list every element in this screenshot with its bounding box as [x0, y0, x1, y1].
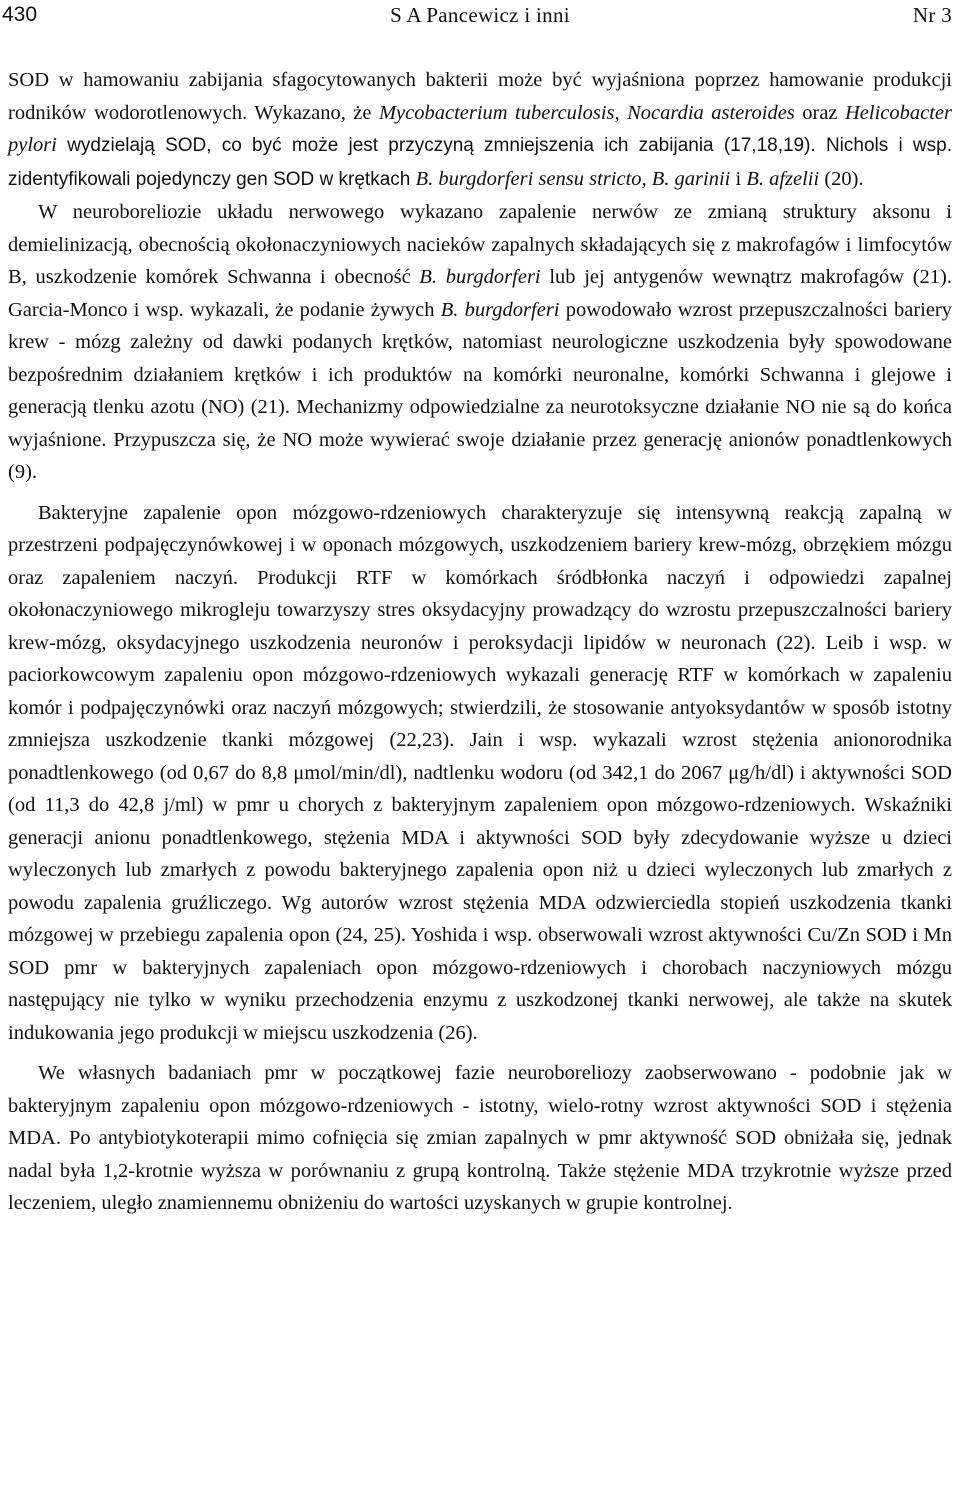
paragraph-3: [8, 497, 952, 1050]
italic-term: B. burgdorferi: [440, 298, 560, 321]
text-run: i: [730, 167, 747, 190]
text-run: SOD w hamowaniu zabijania sfagocytowanych bakterii może być wyjaśniona poprzez hamowanie produkcji rodników wodorotlenowych. Wykazano, że: [8, 69, 952, 124]
page-header: [0, 0, 960, 34]
text-run: Bakteryjne zapalenie opon mózgowo-rdzeniowych charakteryzuje się intensywną reakcją zapalną w przestrzeni podpajęczynówkowej i w oponach mózgowych, uszkodzeniem bariery krew-mózg, obrzękiem mózgu oraz zapaleniem naczyń. Produkcji RTF w komórkach śródbłonka naczyń i odpowiedzi zapalnej okołonaczyniowego mikrogleju towarzyszy stres oksydacyjny prowadzący do wzrostu przepuszczalności bariery krew-mózg, oksydacyjnego uszkodzenia neuronów i peroksydacji lipidów w neuronach (22). Leib i wsp. w paciorkowcowym zapaleniu opon mózgowo-rdzeniowych wykazali generację RTF w komórkach w zapaleniu komór i podpajęczynówki oraz naczyń mózgowych; stwierdzili, że stosowanie antyoksydantów w sposób istotny zmniejsza uszkodzenie tkanki mózgowej (22,23). Jain i wsp. wykazali wzrost stężenia anionorodnika ponadtlenkowego (od 0,67 do 8,8 μmol/min/dl), nadtlenku wodoru (od 342,1 do 2067 μg/h/dl) i aktywności SOD (od 11,3 do 42,8 j/ml) w pmr u chorych z bakteryjnym zapaleniem opon mózgowo-rdzeniowych. Wskaźniki generacji anionu ponadtlenkowego, stężenia MDA i aktywności SOD były zdecydowanie wyższe u dzieci wyleczonych lub zmarłych z powodu bakteryjnego zapalenia opon niż u dzieci wyleczonych lub zmarłych z powodu zapalenia gruźliczego. Wg autorów wzrost stężenia MDA odzwierciedla stopień uszkodzenia tkanki mózgowej w przebiegu zapalenia opon (24, 25). Yoshida i wsp. obserwowali wzrost aktywności Cu/Zn SOD i Mn SOD pmr w bakteryjnych zapaleniach opon mózgowo-rdzeniowych i chorobach naczyniowych mózgu następujący nie tylko w wyniku przechodzenia enzymu z uszkodzonej tkanki nerwowej, ale także na skutek indukowania jego produkcji w miejscu uszkodzenia (26).: [8, 501, 952, 1044]
running-title: S A Pancewicz i inni: [390, 3, 570, 27]
paragraph-2: [8, 196, 952, 489]
page-number: 430: [2, 3, 38, 26]
text-run: We własnych badaniach pmr w początkowej fazie neuroboreliozy zaobserwowano - podobnie jak w bakteryjnym zapaleniu opon mózgowo-rdzeniowych - istotny, wielo-rotny wzrost aktywności SOD i stężenia MDA. Po antybiotykoterapii mimo cofnięcia się zmian zapalnych w pmr aktywność SOD obniżała się, jednak nadal była 1,2-krotnie wyższa w porównaniu z grupą kontrolną. Także stężenie MDA trzykrotnie wyższe przed leczeniem, uległo znamiennemu obniżeniu do wartości uzyskanych w grupie kontrolnej.: [8, 1062, 952, 1214]
italic-term: Helicobacter pylori: [8, 101, 952, 156]
article-body: [8, 64, 952, 1220]
italic-term: Mycobacterium tuberculosis, Nocardia asteroides: [378, 101, 795, 124]
text-run: oraz: [794, 101, 845, 124]
paragraph-4: [8, 1057, 952, 1220]
text-run: (20).: [819, 167, 864, 190]
text-run: W neuroboreliozie układu nerwowego wykazano zapalenie nerwów ze zmianą struktury aksonu i demielinizacją, obecnością okołonaczyniowych nacieków zapalnych składających się z makrofagów i limfocytów B, uszkodzenie komórek Schwanna i obecność: [8, 201, 952, 288]
issue-number: Nr 3: [912, 3, 952, 27]
paragraph-1: [8, 64, 952, 196]
text-run: wydzielają SOD, co być może jest przyczyną zmniejszenia ich zabijania (17,18,19). Nichols i wsp. zidentyfikowali pojedynczy gen SOD w krętkach: [8, 135, 952, 190]
italic-term: B. burgdorferi: [419, 266, 541, 288]
text-run: lub jej antygenów wewnątrz makrofagów (21). Garcia-Monco i wsp. wykazali, że podanie żywych: [8, 266, 952, 321]
italic-term: B. afzelii: [746, 167, 820, 190]
text-run: powodowało wzrost przepuszczalności bariery krew - mózg zależny od dawki podanych krętków, natomiast neurologiczne uszkodzenia były spowodowane bezpośrednim działaniem krętków i ich produktów na komórki neuronalne, komórki Schwanna i glejowe i generacją tlenku azotu (NO) (21). Mechanizmy odpowiedzialne za neurotoksyczne działanie NO nie są do końca wyjaśnione. Przypuszcza się, że NO może wywierać swoje działanie przez generację anionów ponadtlenkowych (9).: [8, 298, 953, 483]
italic-term: B. burgdorferi sensu stricto, B. garinii: [415, 167, 731, 190]
